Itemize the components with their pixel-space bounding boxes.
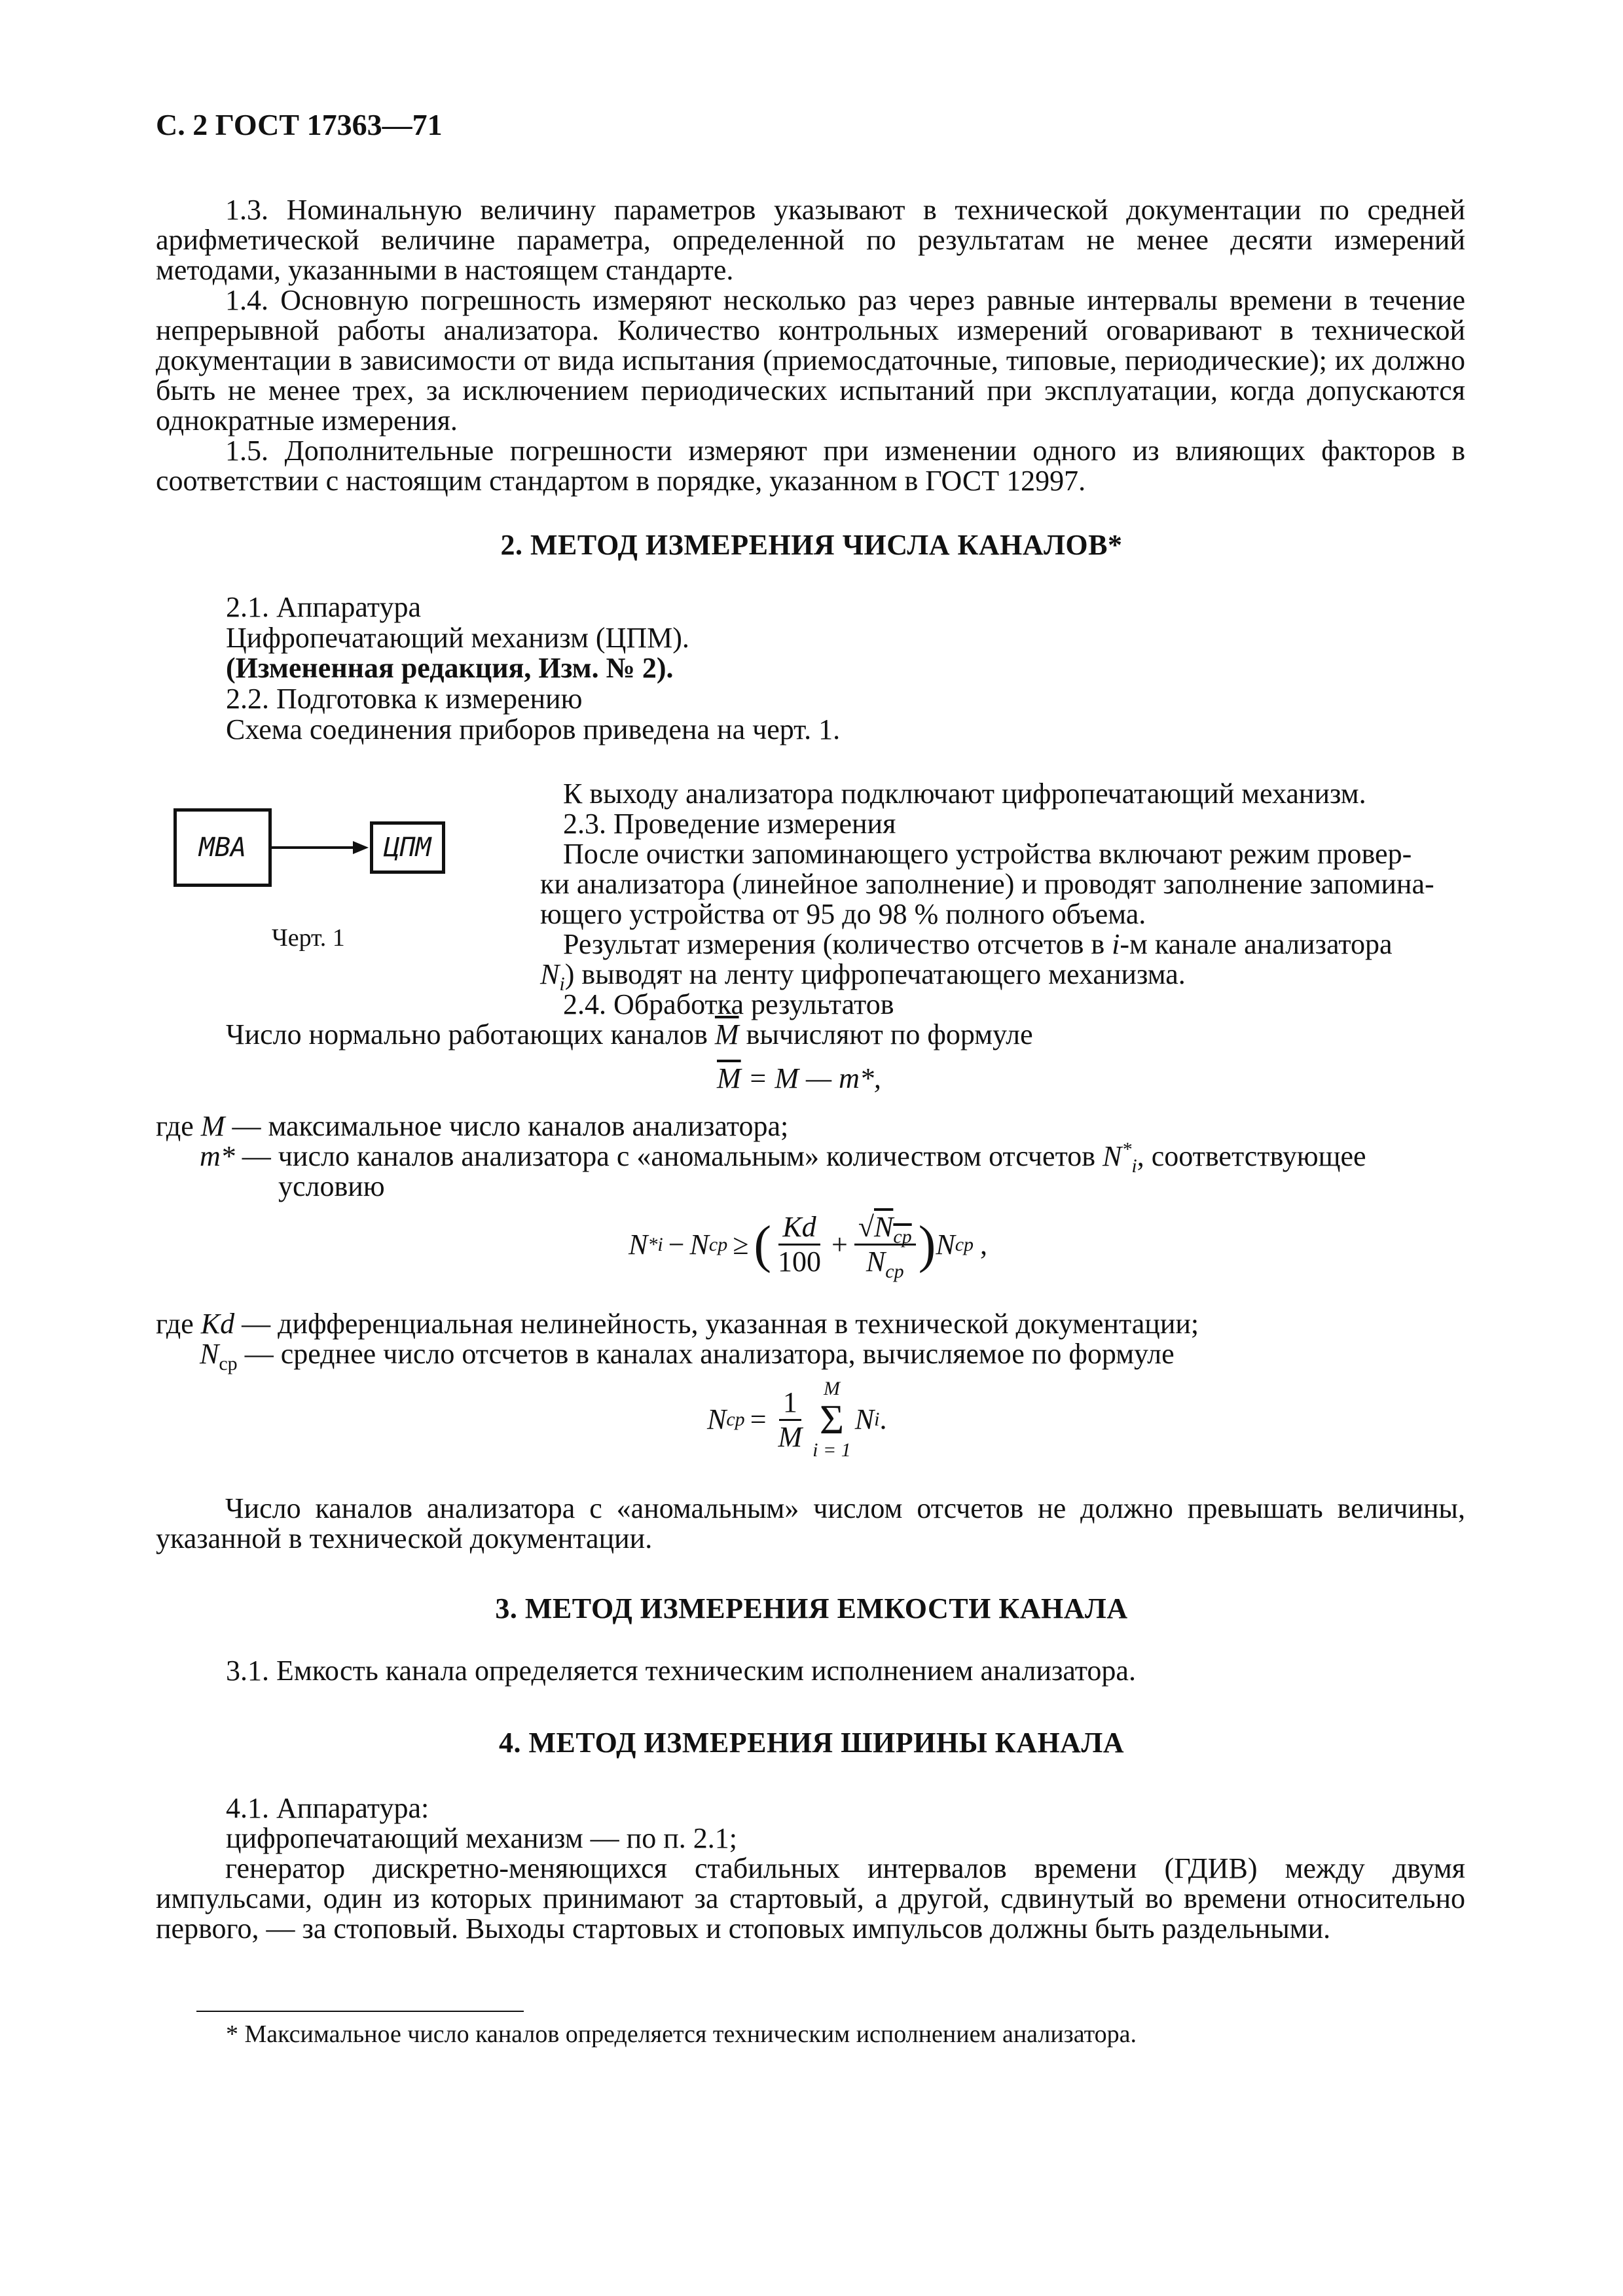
section-4-title: 4. МЕТОД ИЗМЕРЕНИЯ ШИРИНЫ КАНАЛА [498,1727,1125,1759]
right-line-4b [540,958,1186,995]
n-symbol: N [540,958,560,990]
where-ncp-text: — среднее число отсчетов в каналах анализатора, вычисляемое по формуле [244,1338,1175,1370]
r4a-end: -м канале анализатора [1120,928,1393,960]
where-ncp: $N_{ср}$ — среднее число отсчетов в каналах анализатора, вычисляемое по формуле [200,1338,1175,1374]
m-bar-symbol: $\overline{M}$ [714,1018,739,1050]
cpm-label: ЦПМ [384,833,431,863]
mva-box [173,808,272,887]
formula-intro [226,1020,1033,1050]
f3-sum-bottom: i = 1 [812,1439,851,1461]
cpm-box [370,821,445,874]
section-3-title: 3. МЕТОД ИЗМЕРЕНИЯ ЕМКОСТИ КАНАЛА [495,1592,1128,1624]
r4a-text: Результат измерения (количество отсчетов в [563,928,1105,960]
figure-caption: Черт. 1 [272,924,345,952]
n-subscript: i [559,973,565,995]
right-line-1: К выходу анализатора подключают цифропечатающий механизм. [563,778,1366,810]
where-mstar: m* — число каналов анализатора с «аномальным» количеством отсчетов $N^*_i$, соответствующее [200,1138,1366,1177]
formula-2: N * i − N ср ≥ ( $\frac{Kd}{100}$ + $\frac{√N_{ср}}{N_{ср}}$ ) N ср , [629,1211,988,1282]
formula-1 [717,1064,881,1094]
formula-intro-end: вычисляют по формуле [746,1018,1033,1050]
where-m [156,1111,788,1141]
f2-sub-cp-2: ср [893,1225,912,1247]
page-header: С. 2 ГОСТ 17363—71 [156,108,443,141]
connection-arrow [272,831,370,864]
item-2-4: 2.4. Обработка результатов [563,988,894,1020]
section-2-title: 2. МЕТОД ИЗМЕРЕНИЯ ЧИСЛА КАНАЛОВ* [500,529,1123,561]
right-line-3b: ки анализатора (линейное заполнение) и проводят заполнение запомина- [540,868,1434,900]
footnote: * Максимальное число каналов определяется техническим исполнением анализатора. [226,2020,1137,2048]
f2-kd: Kd [778,1211,820,1246]
formula-3: N ср = $\frac{1}{M}$ M Σ i = 1 N i . [707,1378,887,1461]
item-2-2-text: Схема соединения приборов приведена на черт. 1. [226,713,841,745]
where-label: где [156,1110,194,1142]
paragraph-1-4: 1.4. Основную погрешность измеряют несколько раз через равные интервалы времени в течение непрерывной работы анализатора. Количество контрольных измерений оговаривают в технической документации в зависимости от вида испытания (приемосдаточные, типовые, периодические); их должно быть не менее трех, за исключением периодических испытаний при эксплуатации, когда допускаются однократные измерения. [156,284,1465,437]
closing-text: Число каналов анализатора с «аномальным» числом отсчетов не должно превышать величины, указанной в технической документации. [156,1492,1465,1554]
r4b-end: ) выводят на ленту цифропечатающего механизма. [564,958,1186,990]
where-mstar-text: — число каналов анализатора с «аномальным» количеством отсчетов [242,1140,1096,1172]
where-ncp-sub: ср [219,1352,238,1374]
item-4-1: 4.1. Аппаратура: [226,1792,429,1824]
where-kd [156,1309,1199,1339]
paragraph-1-5: 1.5. Дополнительные погрешности измеряют при изменении одного из влияющих факторов в соответствии с настоящим стандартом в порядке, указанном в ГОСТ 12997. [156,435,1465,497]
where-mstar-cont: условию [278,1170,385,1202]
item-4-1-text: генератор дискретно-меняющихся стабильных интервалов времени (ГДИВ) между двумя импульсами, один из которых принимают за стартовый, а другой, сдвинутый во времени относительно первого, — за стоповый. Выходы стартовых и стоповых импульсов должны быть раздельными. [156,1852,1465,1945]
item-4-1-paragraph [156,1854,1465,1944]
f2-100: 100 [778,1246,822,1278]
footnote-divider [196,2011,524,2012]
r4a-index: i [1112,928,1120,960]
right-line-3c: ющего устройства от 95 до 98 % полного объема. [540,898,1146,930]
item-2-3: 2.3. Проведение измерения [563,808,896,840]
where-m-symbol: M [200,1110,225,1142]
item-2-2: 2.2. Подготовка к измерению [226,683,583,715]
f3-sum-top: M [823,1378,840,1399]
item-4-1-line-2: цифропечатающий механизм — по п. 2.1; [226,1822,737,1854]
f3-m: M [778,1420,803,1453]
where-kd-label: где [156,1308,194,1340]
item-2-1: 2.1. Аппаратура [226,591,421,623]
mva-label: МВА [198,833,247,863]
change-note: (Измененная редакция, Изм. № 2). [226,652,674,684]
f3-one: 1 [779,1386,801,1421]
formula-1-rhs: = M — m*, [748,1062,881,1094]
where-kd-text: — дифференциальная нелинейность, указанная в технической документации; [242,1308,1199,1340]
item-2-1-text: Цифропечатающий механизм (ЦПМ). [226,622,689,654]
where-mstar-end: , соответствующее [1137,1140,1366,1172]
where-mstar-symbol: m* [200,1140,235,1172]
f2-sub-cp-3: ср [885,1260,904,1282]
closing-paragraph [156,1494,1465,1554]
right-line-3a: После очистки запоминающего устройства включают режим провер- [563,838,1412,870]
formula-1-mbar: $\overline{M}$ [717,1062,741,1094]
paragraph-1-3: 1.3. Номинальную величину параметров указывают в технической документации по средней арифметической величине параметра, определенной по результатам не менее десяти измерений методами, указанными в настоящем стандарте. [156,194,1465,286]
item-3-1: 3.1. Емкость канала определяется техническим исполнением анализатора. [226,1655,1136,1687]
formula-intro-text: Число нормально работающих каналов [226,1018,708,1050]
where-m-text: — максимальное число каналов анализатора; [232,1110,789,1142]
where-kd-symbol: Kd [200,1308,235,1340]
right-line-4a [563,929,1393,960]
section-1-body [156,195,1465,496]
